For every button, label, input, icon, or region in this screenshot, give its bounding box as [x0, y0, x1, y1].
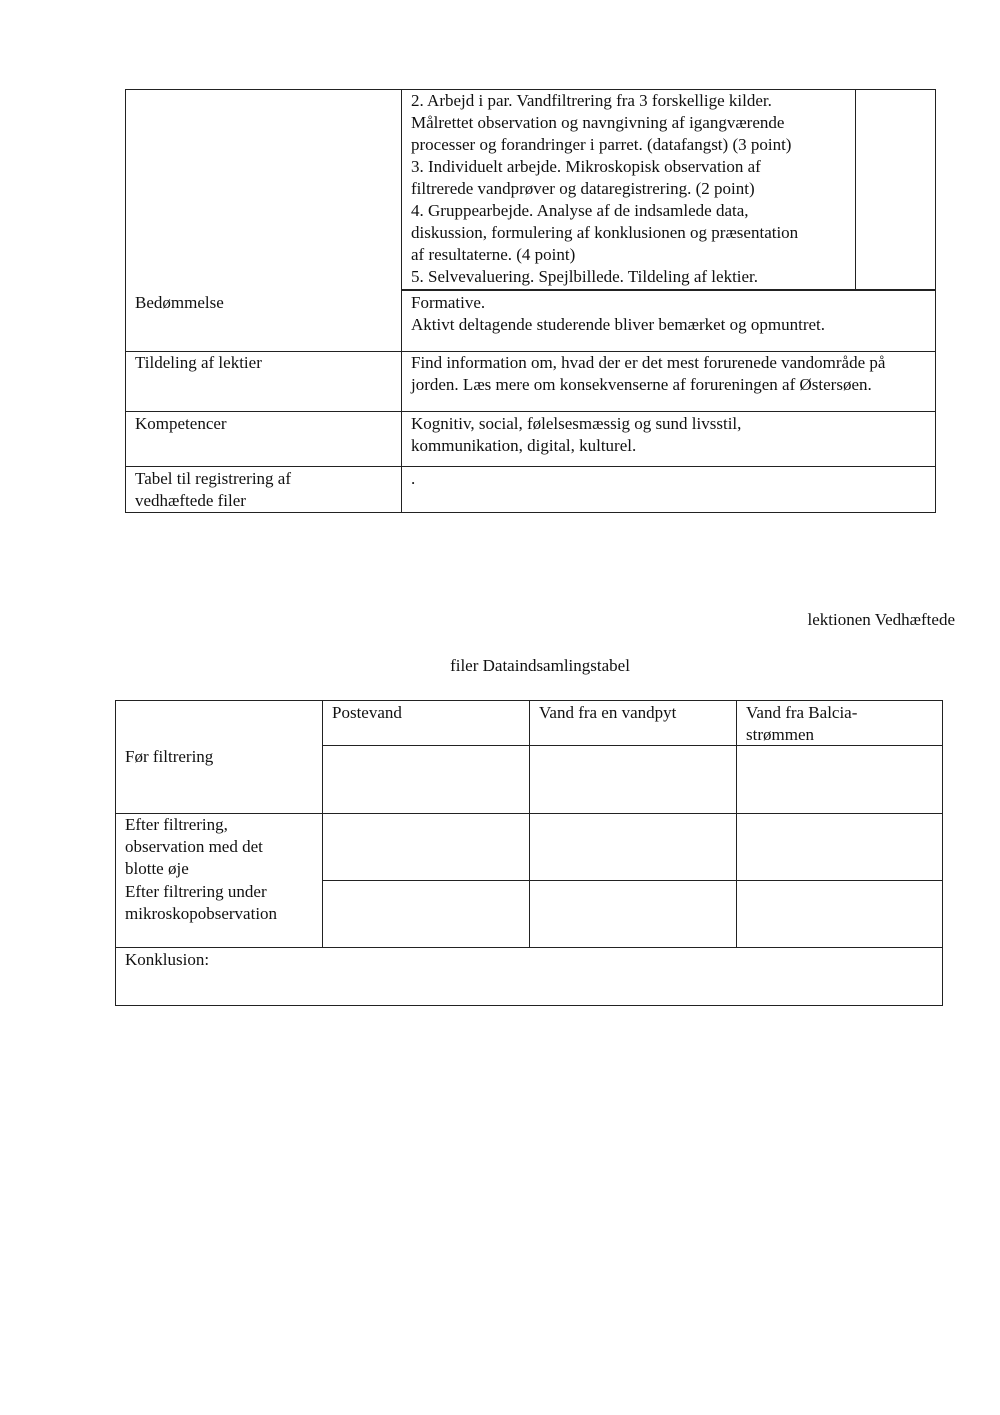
column-divider [529, 700, 530, 948]
column-header-baltic-stream: Vand fra Balcia- strømmen [746, 703, 858, 744]
competences-content: Kognitiv, social, følelsesmæssig og sund livsstil, kommunikation, digital, kulturel. [411, 414, 742, 455]
row-divider [322, 880, 943, 881]
assessment-content: Formative. Aktivt deltagende studerende bliver bemærket og opmuntret. [411, 293, 826, 334]
competences-label: Kompetencer [135, 414, 227, 433]
assessment-label: Bedømmelse [135, 293, 224, 312]
column-header-puddle-water: Vand fra en vandpyt [539, 703, 677, 722]
table-border-bottom [115, 1005, 943, 1006]
row-label-after-filtering-microscope: Efter filtrering under mikroskopobservation [125, 882, 278, 923]
row-divider [115, 947, 943, 948]
table-border-left [125, 89, 126, 513]
attachments-label: Tabel til registrering af vedhæftede filer [135, 469, 291, 510]
method-content: 2. Arbejd i par. Vandfiltrering fra 3 forskellige kilder. Målrettet observation og navngivning af igangværende processer og forandringer i parret. (datafangst) (3 point) 3. Individuelt arbejde. Mikroskopisk observation af filtrerede vandprøver og dataregistrering. (2 point) 4. Gruppearbejde. Analyse af de indsamlede data, diskussion, formulering af konklusionen og præsentation af resultaterne. (4 point) 5. Selvevaluering. Spejlbillede. Tildeling af lektier. [411, 91, 799, 286]
row-divider [125, 411, 936, 412]
column-header-tap-water: Postevand [332, 703, 402, 722]
table-border-top [115, 700, 943, 701]
heading-right: lektionen Vedhæftede [807, 610, 955, 629]
column-divider [322, 700, 323, 948]
attachments-content: . [411, 469, 416, 488]
row-divider [125, 466, 936, 467]
column-divider [736, 700, 737, 948]
table-inner-divider [855, 89, 856, 290]
row-label-before-filtering: Før filtrering [125, 747, 214, 766]
table-border-bottom [125, 512, 936, 513]
table-border-left [115, 700, 116, 1006]
row-divider [401, 289, 936, 291]
table-border-right [935, 89, 936, 513]
homework-label: Tildeling af lektier [135, 353, 262, 372]
heading-center: filer Dataindsamlingstabel [450, 656, 630, 675]
row-label-after-filtering-naked-eye: Efter filtrering, observation med det blotte øje [125, 815, 263, 878]
table-column-divider [401, 89, 402, 513]
conclusion-label: Konklusion: [125, 950, 210, 969]
homework-content: Find information om, hvad der er det mest forurenede vandområde på jorden. Læs mere om konsekvenserne af forureningen af Østersøen. [411, 353, 886, 394]
